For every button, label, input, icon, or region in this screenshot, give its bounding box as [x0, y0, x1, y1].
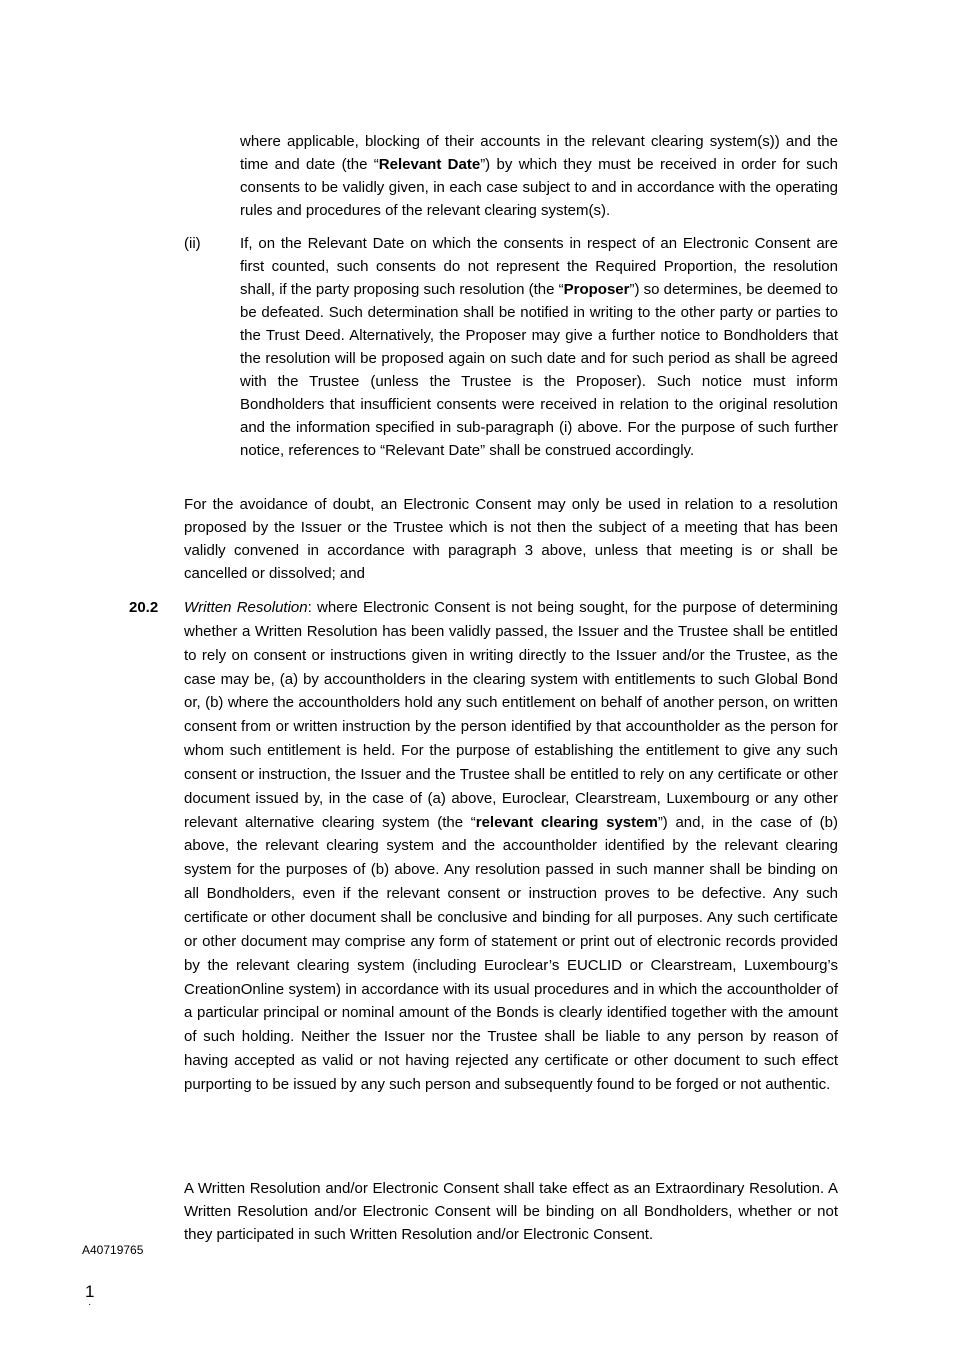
defined-term-proposer: Proposer: [563, 281, 630, 298]
sub-paragraph-number: (ii): [184, 235, 201, 252]
section-heading: Written Resolution: [184, 599, 308, 616]
section-text-start: : where Electronic Consent is not being sought, for the purpose of determining whether a Written Resolution has been validly passed, the Issuer and the Trustee shall be entitled to rely on consent or instructions given in writing directly to the Issuer and/or the Trustee, as the case may be, (a) by accountholders in the clearing system with entitlements to such Global Bond or, (b) where the accountholders hold any such entitlement on behalf of another person, on written consent from or written instruction by the person identified by that accountholder as the person for whom such entitlement is held. For the purpose of establishing the entitlement to give any such consent or instruction, the Issuer and the Trustee shall be entitled to rely on any certificate or other document issued by, in the case of (a) above, Euroclear, Clearstream, Luxembourg or any other relevant alternative clearing system (the “: [184, 599, 838, 831]
continuation-text-end: ”) by which they must be received in order for such consents to be validly given, in each case subject to and in accordance with the operating rules and procedures of the relevant clearing system(s).: [240, 156, 838, 219]
page-number: 1: [85, 1282, 95, 1301]
page-number-mark: ·: [88, 1299, 92, 1310]
document-reference: A40719765: [82, 1243, 144, 1257]
section-number: 20.2: [129, 599, 159, 616]
continuation-text-start: where applicable, blocking of their accounts in the relevant clearing system(s)) and the time and date (the “: [240, 133, 838, 173]
defined-term-relevant-date: Relevant Date: [378, 156, 481, 173]
sub-paragraph-body: [240, 232, 838, 462]
avoidance-of-doubt-paragraph: For the avoidance of doubt, an Electronic Consent may only be used in relation to a resolution proposed by the Issuer or the Trustee which is not then the subject of a meeting that has been validly convened in accordance with paragraph 3 above, unless that meeting is or shall be cancelled or dissolved; and: [184, 496, 838, 582]
section-text-end: ”) and, in the case of (b) above, the relevant clearing system and the accountholder identified by the relevant clearing system for the purposes of (b) above. Any resolution passed in such manner shall be binding on all Bondholders, even if the relevant consent or instruction proves to be defective. Any such certificate or other document shall be conclusive and binding for all purposes. Any such certificate or other document may comprise any form of statement or print out of electronic records provided by the relevant clearing system (including Euroclear’s EUCLID or Clearstream, Luxembourg’s CreationOnline system) in accordance with its usual procedures and in which the accountholder of a particular principal or nominal amount of the Bonds is clearly identified together with the amount of such holding. Neither the Issuer nor the Trustee shall be liable to any person by reason of having accepted as valid or not having rejected any certificate or other document to such effect purporting to be issued by any such person and subsequently found to be forged or not authentic.: [184, 813, 838, 1093]
continuation-paragraph: [240, 130, 838, 222]
sub-paragraph-text-start: If, on the Relevant Date on which the consents in respect of an Electronic Consent are first counted, such consents do not represent the Required Proportion, the resolution shall, if the party proposing such resolution (the “: [240, 235, 838, 298]
sub-paragraph-text-end: ”) so determines, be deemed to be defeated. Such determination shall be notified in writing to the other party or parties to the Trust Deed. Alternatively, the Proposer may give a further notice to Bondholders that the resolution will be proposed again on such date and for such period as shall be agreed with the Trustee (unless the Trustee is the Proposer). Such notice must inform Bondholders that insufficient consents were received in relation to the original resolution and the information specified in sub-paragraph (i) above. For the purpose of such further notice, references to “Relevant Date” shall be construed accordingly.: [240, 281, 838, 459]
closing-paragraph: A Written Resolution and/or Electronic Consent shall take effect as an Extraordinary Resolution. A Written Resolution and/or Electronic Consent will be binding on all Bondholders, whether or not they participated in such Written Resolution and/or Electronic Consent.: [184, 1180, 838, 1243]
section-body: [184, 596, 838, 1097]
defined-term-relevant-clearing-system: relevant clearing system: [475, 813, 658, 831]
